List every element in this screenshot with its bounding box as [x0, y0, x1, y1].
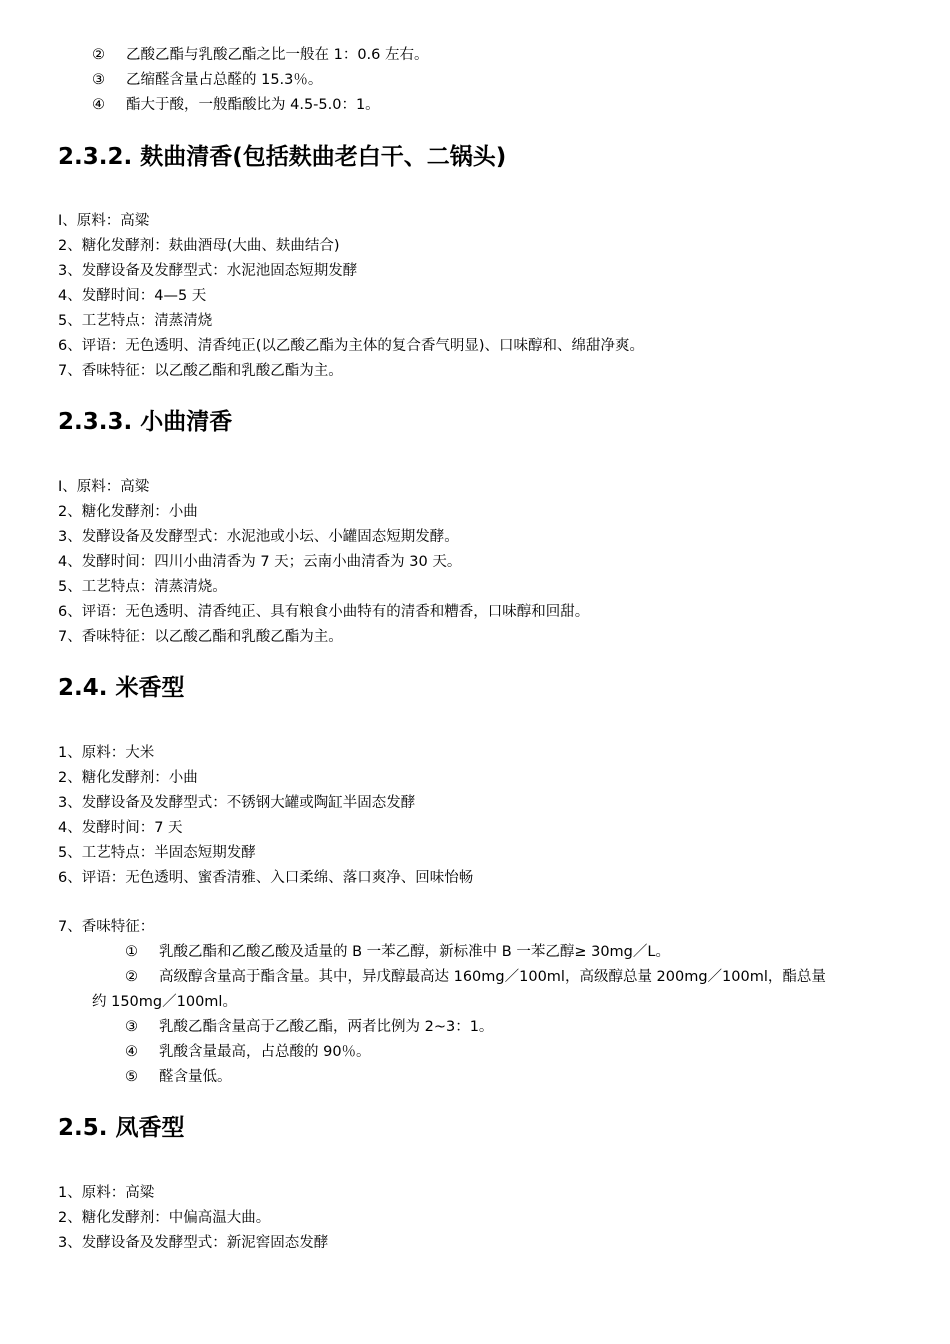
- list-item-text: 乙缩醛含量占总醛的 15.3％。: [126, 72, 323, 88]
- list-item: 7、香味特征：以乙酸乙酯和乳酸乙酯为主。: [58, 363, 343, 379]
- list-item: 5、工艺特点：半固态短期发酵: [58, 845, 256, 861]
- list-item: [125, 943, 670, 961]
- list-marker: ④: [125, 1044, 138, 1060]
- list-item: 2、糖化发酵剂：中偏高温大曲。: [58, 1210, 271, 1226]
- list-item: 2、糖化发酵剂：小曲: [58, 504, 198, 520]
- list-marker: ③: [125, 1019, 138, 1035]
- list-marker: ①: [125, 944, 138, 960]
- section-heading-2-4: 2.4. 米香型: [58, 675, 185, 701]
- section-heading-2-3-3: 2.3.3. 小曲清香: [58, 409, 233, 435]
- list-marker: ②: [92, 47, 105, 63]
- list-item: 3、发酵设备及发酵型式：水泥池或小坛、小罐固态短期发酵。: [58, 529, 459, 545]
- section-heading-2-5: 2.5. 凤香型: [58, 1115, 185, 1141]
- list-item-text: 乳酸乙酯和乙酸乙酸及适量的 B 一苯乙醇，新标准中 B 一苯乙醇≥ 30mg／L。: [159, 944, 670, 960]
- list-marker: ③: [92, 72, 105, 88]
- list-item: 2、糖化发酵剂：麸曲酒母(大曲、麸曲结合): [58, 238, 340, 254]
- list-item: 4、发酵时间：7 天: [58, 820, 183, 836]
- list-item: [92, 96, 380, 114]
- list-item: [92, 46, 429, 64]
- list-item-text: 乳酸乙酯含量高于乙酸乙酯，两者比例为 2~3：1。: [159, 1019, 494, 1035]
- list-item: 1、原料：高粱: [58, 1185, 155, 1201]
- list-item: 6、评语：无色透明、清香纯正(以乙酸乙酯为主体的复合香气明显)、口味醇和、绵甜净爽。: [58, 338, 645, 354]
- list-item: 1、原料：大米: [58, 745, 155, 761]
- section-heading-2-3-2: 2.3.2. 麸曲清香(包括麸曲老白干、二锅头): [58, 144, 507, 170]
- list-item: [125, 968, 826, 986]
- list-item-continuation: 约 150mg／100ml。: [92, 994, 237, 1010]
- list-item-text: 高级醇含量高于酯含量。其中，异戊醇最高达 160mg／100ml，高级醇总量 200mg／100ml，酯总量: [159, 969, 826, 985]
- list-item-text: 酯大于酸，一般酯酸比为 4.5-5.0：1。: [126, 97, 380, 113]
- list-item: 4、发酵时间：四川小曲清香为 7 天；云南小曲清香为 30 天。: [58, 554, 462, 570]
- list-item-text: 乙酸乙酯与乳酸乙酯之比一般在 1：0.6 左右。: [126, 47, 429, 63]
- list-item: I、原料：高粱: [58, 213, 150, 229]
- list-marker: ②: [125, 969, 138, 985]
- list-item: 5、工艺特点：清蒸清烧。: [58, 579, 227, 595]
- list-item: 2、糖化发酵剂：小曲: [58, 770, 198, 786]
- list-item-text: 乳酸含量最高，占总酸的 90％。: [159, 1044, 371, 1060]
- list-item: 6、评语：无色透明、清香纯正、具有粮食小曲特有的清香和糟香，口味醇和回甜。: [58, 604, 590, 620]
- list-marker: ⑤: [125, 1069, 138, 1085]
- list-item: 7、香味特征：以乙酸乙酯和乳酸乙酯为主。: [58, 629, 343, 645]
- list-item: 3、发酵设备及发酵型式：水泥池固态短期发酵: [58, 263, 358, 279]
- list-item: [92, 71, 322, 89]
- list-item: 3、发酵设备及发酵型式：不锈钢大罐或陶缸半固态发酵: [58, 795, 416, 811]
- list-item: [125, 1068, 232, 1086]
- list-item-text: 醛含量低。: [159, 1069, 232, 1085]
- list-item: I、原料：高粱: [58, 479, 150, 495]
- list-item: 6、评语：无色透明、蜜香清雅、入口柔绵、落口爽净、回味怡畅: [58, 870, 474, 886]
- list-item: 4、发酵时间：4—5 天: [58, 288, 207, 304]
- list-item: 3、发酵设备及发酵型式：新泥窖固态发酵: [58, 1235, 329, 1251]
- list-item: 5、工艺特点：清蒸清烧: [58, 313, 213, 329]
- list-item: [125, 1043, 371, 1061]
- feature-label: 7、香味特征：: [58, 919, 155, 935]
- list-marker: ④: [92, 97, 105, 113]
- list-item: [125, 1018, 493, 1036]
